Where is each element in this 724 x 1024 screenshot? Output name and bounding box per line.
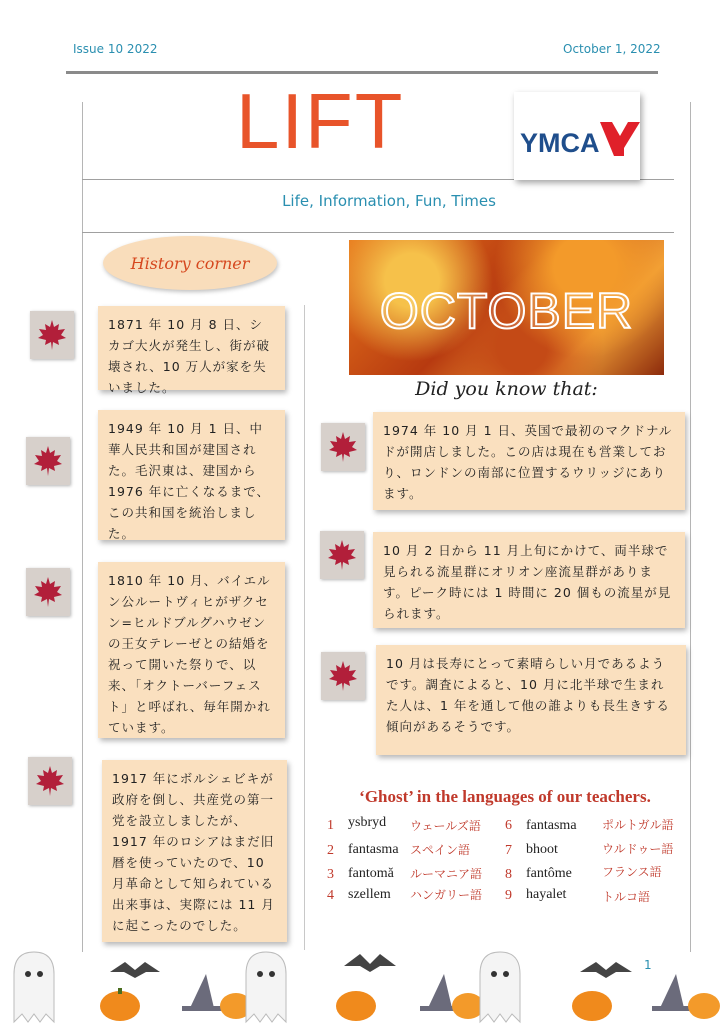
ghost-entry-number: 6: [505, 818, 512, 833]
maple-leaf-icon: [30, 311, 74, 359]
history-item: 1917 年にボルシェビキが政府を倒し、共産党の第一党を設立しましたが、1917 年のロシアはまだ旧暦を使っていたので、10 月革命として知られている出来事は、実際には 11 月に起こったのでした。: [102, 760, 287, 942]
ghost-entry-number: 7: [505, 843, 512, 858]
masthead-title: LIFT: [236, 77, 405, 165]
ghost-icon: [14, 952, 54, 1022]
ghost-entry-language: ウルドゥー語: [602, 842, 674, 856]
maple-leaf-icon: [320, 531, 364, 579]
page-number: 1: [644, 958, 652, 972]
ghost-entry-number: 9: [505, 888, 512, 903]
maple-leaf-icon: [26, 568, 70, 616]
october-photo: [349, 240, 664, 375]
pumpkin-icon: [452, 993, 484, 1019]
pumpkin-icon: [688, 993, 720, 1019]
issue-label: Issue 10 2022: [73, 42, 158, 56]
ghost-entry-word: bhoot: [526, 842, 558, 857]
ghost-entry-language: スペイン語: [410, 843, 471, 857]
history-corner-heading: History corner: [103, 236, 277, 290]
ghost-entry-word: fantasma: [348, 842, 399, 857]
ghost-entry-word: fantôme: [526, 866, 572, 881]
ghost-entry-language: ルーマニア語: [410, 867, 483, 881]
pumpkin-icon: [336, 991, 376, 1021]
ghost-entry-language: トルコ語: [602, 890, 651, 904]
column-divider: [304, 305, 305, 950]
history-item: 1871 年 10 月 8 日、シカゴ大火が発生し、街が破壊され、10 万人が家を失いました。: [98, 306, 285, 390]
did-you-know-heading: Did you know that:: [415, 378, 598, 400]
ghost-entry-word: szellem: [348, 887, 391, 902]
october-banner-text: OCTOBER: [379, 283, 634, 339]
ghost-icon: [480, 952, 520, 1022]
ghost-table-title: ‘Ghost’ in the languages of our teachers.: [359, 787, 651, 806]
pumpkin-icon: [572, 991, 612, 1021]
ghost-entry-language: ハンガリー語: [410, 888, 483, 902]
halloween-border: [0, 944, 724, 1024]
ghost-icon: [246, 952, 286, 1022]
issue-date: October 1, 2022: [563, 42, 661, 56]
ymca-logo-text: YMCA: [520, 128, 600, 158]
header-rule: [66, 71, 658, 74]
ghost-entry-word: fantasma: [526, 818, 577, 833]
maple-leaf-icon: [26, 437, 70, 485]
bat-icon: [110, 962, 160, 978]
did-you-know-item: 10 月 2 日から 11 月上旬にかけて、両半球で見られる流星群にオリオン座流星群があります。ピーク時には 1 時間に 20 個もの流星が見られます。: [373, 532, 685, 628]
ghost-entry-number: 2: [327, 843, 334, 858]
ghost-entry-word: hayalet: [526, 887, 567, 902]
maple-leaf-icon: [321, 423, 365, 471]
witch-hat-icon: [182, 974, 222, 1011]
did-you-know-item: 10 月は長寿にとって素晴らしい月であるようです。調査によると、10 月に北半球で生まれた人は、1 年を通して他の誰よりも長生きする傾向があるそうです。: [376, 645, 686, 755]
ghost-entry-number: 3: [327, 867, 334, 882]
left-border: [82, 102, 83, 952]
pumpkin-icon: [100, 988, 140, 1021]
history-item: 1949 年 10 月 1 日、中華人民共和国が建国された。毛沢東は、建国から 1976 年に亡くなるまで、この共和国を統治しました。: [98, 410, 285, 540]
ghost-entry-language: ポルトガル語: [602, 818, 674, 832]
witch-hat-icon: [652, 974, 692, 1011]
maple-leaf-icon: [28, 757, 72, 805]
ghost-entry-number: 1: [327, 818, 334, 833]
ghost-entry-language: ウェールズ語: [410, 819, 481, 833]
maple-leaf-icon: [321, 652, 365, 700]
bat-icon: [344, 954, 396, 972]
bat-icon: [580, 962, 632, 978]
history-item: 1810 年 10 月、バイエルン公ルートヴィヒがザクセン=ヒルドブルグハウゼンの王女テレーゼとの結婚を祝って開いた祭りで、以来、「オクトーバーフェスト」と呼ばれ、毎年開かれています。: [98, 562, 285, 738]
ghost-entry-number: 4: [327, 888, 334, 903]
ghost-entry-word: fantomă: [348, 866, 394, 881]
ghost-entry-word: ysbryd: [348, 815, 387, 830]
did-you-know-item: 1974 年 10 月 1 日、英国で最初のマクドナルドが開店しました。この店は現在も営業しており、ロンドンの南部に位置するウリッジにあります。: [373, 412, 685, 510]
ghost-entry-number: 8: [505, 867, 512, 882]
ymca-logo: [514, 92, 640, 180]
ghost-entry-language: フランス語: [602, 865, 662, 879]
right-border: [690, 102, 691, 952]
tagline: Life, Information, Fun, Times: [282, 192, 496, 210]
tagline-rule: [82, 232, 674, 233]
